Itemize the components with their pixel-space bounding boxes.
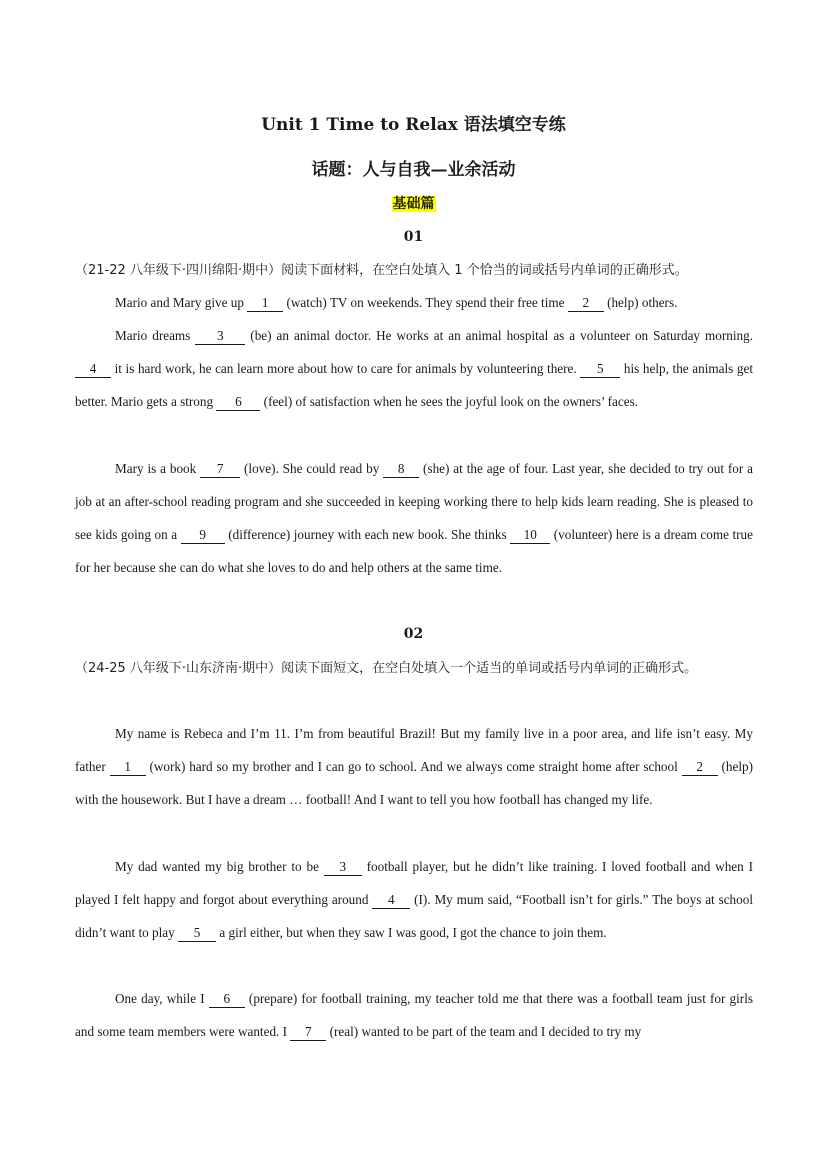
answer-blank[interactable]: 4 [372,892,410,909]
document-title: Unit 1 Time to Relax 语法填空专练 [261,115,566,135]
level-highlight: 基础篇 [392,196,435,212]
section-number-1: 01 [403,229,424,245]
answer-blank[interactable]: 1 [110,759,146,776]
section-source-2: （24-25 八年级下·山东济南·期中）阅读下面短文，在空白处填入一个适当的单词或括号内单词的正确形式。 [75,661,698,676]
answer-blank[interactable]: 5 [178,925,216,942]
passage-paragraph: My dad wanted my big brother to be 3 football player, but he didn’t like training. I loved football and when I played I felt happy and forgot about everything around 4 (I). My mum said, “Football isn’t for girls.” The boys at school didn’t want to play 5 a girl either, but when they saw I was good, I got the chance to join them. [75,859,753,940]
answer-blank[interactable]: 2 [682,759,718,776]
answer-blank[interactable]: 6 [216,394,260,411]
section-number-2: 02 [403,626,424,642]
answer-blank[interactable]: 3 [324,859,362,876]
passage-paragraph: Mary is a book 7 (love). She could read by 8 (she) at the age of four. Last year, she decided to try out for a job at an after-school reading program and she succeeded in keeping working there to help kids learn reading. She is pleased to see kids going on a 9 (difference) journey with each new book. She thinks 10 (volunteer) here is a dream come true for her because she can do what she loves to do and help others at the same time. [75,461,753,575]
answer-blank[interactable]: 2 [568,295,604,312]
topic-title: 话题：人与自我—业余活动 [311,160,516,180]
answer-blank[interactable]: 3 [195,328,245,345]
answer-blank[interactable]: 5 [580,361,620,378]
passage-paragraph: One day, while I 6 (prepare) for football training, my teacher told me that there was a football team just for girls and some team members were wanted. I 7 (real) wanted to be part of the team and I decided to try my [75,991,753,1039]
answer-blank[interactable]: 6 [209,991,245,1008]
passage-paragraph: Mario and Mary give up 1 (watch) TV on weekends. They spend their free time 2 (help) others. [115,295,678,310]
answer-blank[interactable]: 1 [247,295,283,312]
answer-blank[interactable]: 7 [200,461,240,478]
level-label [0,193,827,213]
section-source-1: （21-22 八年级下·四川绵阳·期中）阅读下面材料，在空白处填入 1 个恰当的词或括号内单词的正确形式。 [75,263,688,278]
answer-blank[interactable]: 7 [290,1024,326,1041]
answer-blank[interactable]: 10 [510,527,550,544]
answer-blank[interactable]: 9 [181,527,225,544]
passage-paragraph: My name is Rebeca and I’m 11. I’m from beautiful Brazil! But my family live in a poor area, and life isn’t easy. My father 1 (work) hard so my brother and I can go to school. And we always come straight home after school 2 (help) with the housework. But I have a dream … football! And I want to tell you how football has changed my life. [75,726,753,807]
answer-blank[interactable]: 8 [383,461,419,478]
answer-blank[interactable]: 4 [75,361,111,378]
passage-paragraph: Mario dreams 3 (be) an animal doctor. He works at an animal hospital as a volunteer on Saturday morning. 4 it is hard work, he can learn more about how to care for animals by volunteering there. 5 his help, the animals get better. Mario gets a strong 6 (feel) of satisfaction when he sees the joyful look on the owners’ faces. [75,328,754,409]
